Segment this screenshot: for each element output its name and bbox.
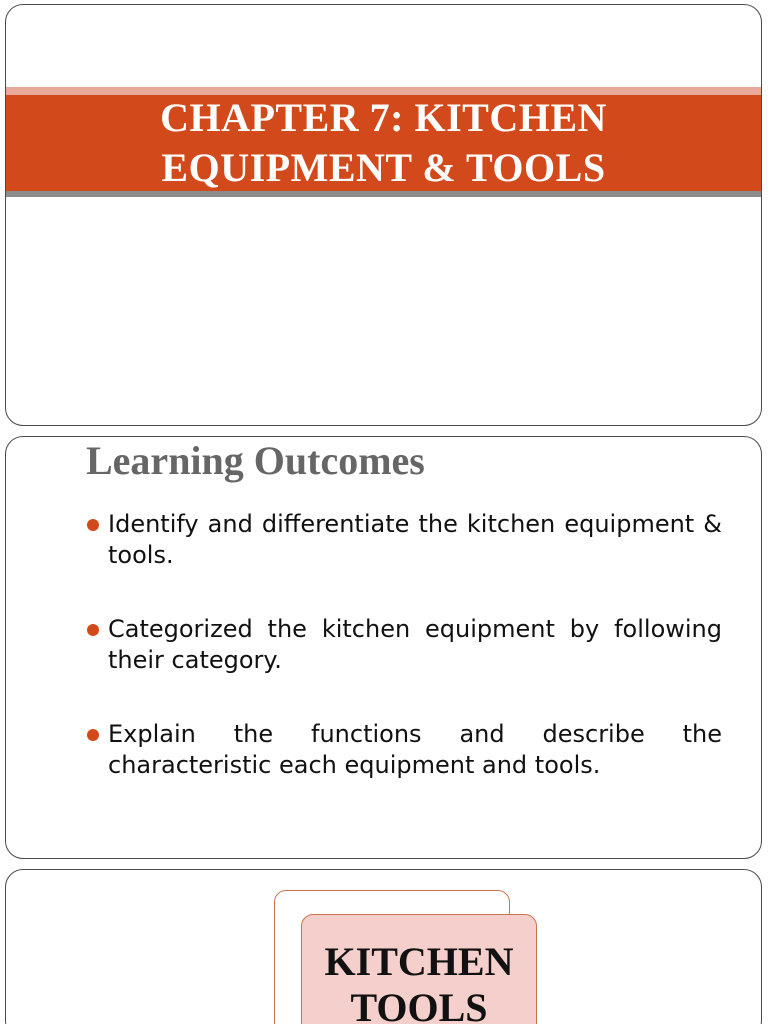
slide-kitchen-tools (5, 869, 762, 1024)
slide-chapter-title (5, 4, 762, 426)
chapter-title-line-1: CHAPTER 7: KITCHEN (160, 95, 607, 140)
outcome-text: Explain the functions and describe the characteristic each equipment and tools. (108, 720, 722, 779)
banner-shadow-strip (6, 191, 761, 197)
bullet-icon (87, 729, 99, 741)
slide-learning-outcomes (5, 436, 762, 859)
title-banner (6, 95, 761, 191)
outcome-item (86, 719, 722, 781)
kitchen-tools-line-1: KITCHEN (324, 939, 514, 984)
bullet-icon (87, 519, 99, 531)
kitchen-tools-line-2: TOOLS (350, 985, 488, 1024)
outcome-text: Identify and differentiate the kitchen equipment & tools. (108, 510, 722, 569)
bullet-icon (87, 624, 99, 636)
outcome-item (86, 614, 722, 676)
kitchen-tools-card (301, 914, 537, 1024)
chapter-title-line-2: EQUIPMENT & TOOLS (161, 145, 606, 190)
outcomes-list (86, 509, 722, 824)
chapter-title (160, 93, 607, 193)
kitchen-tools-title (302, 939, 536, 1024)
outcome-item (86, 509, 722, 571)
learning-outcomes-heading: Learning Outcomes (86, 438, 425, 483)
outcome-text: Categorized the kitchen equipment by following their category. (108, 615, 722, 674)
